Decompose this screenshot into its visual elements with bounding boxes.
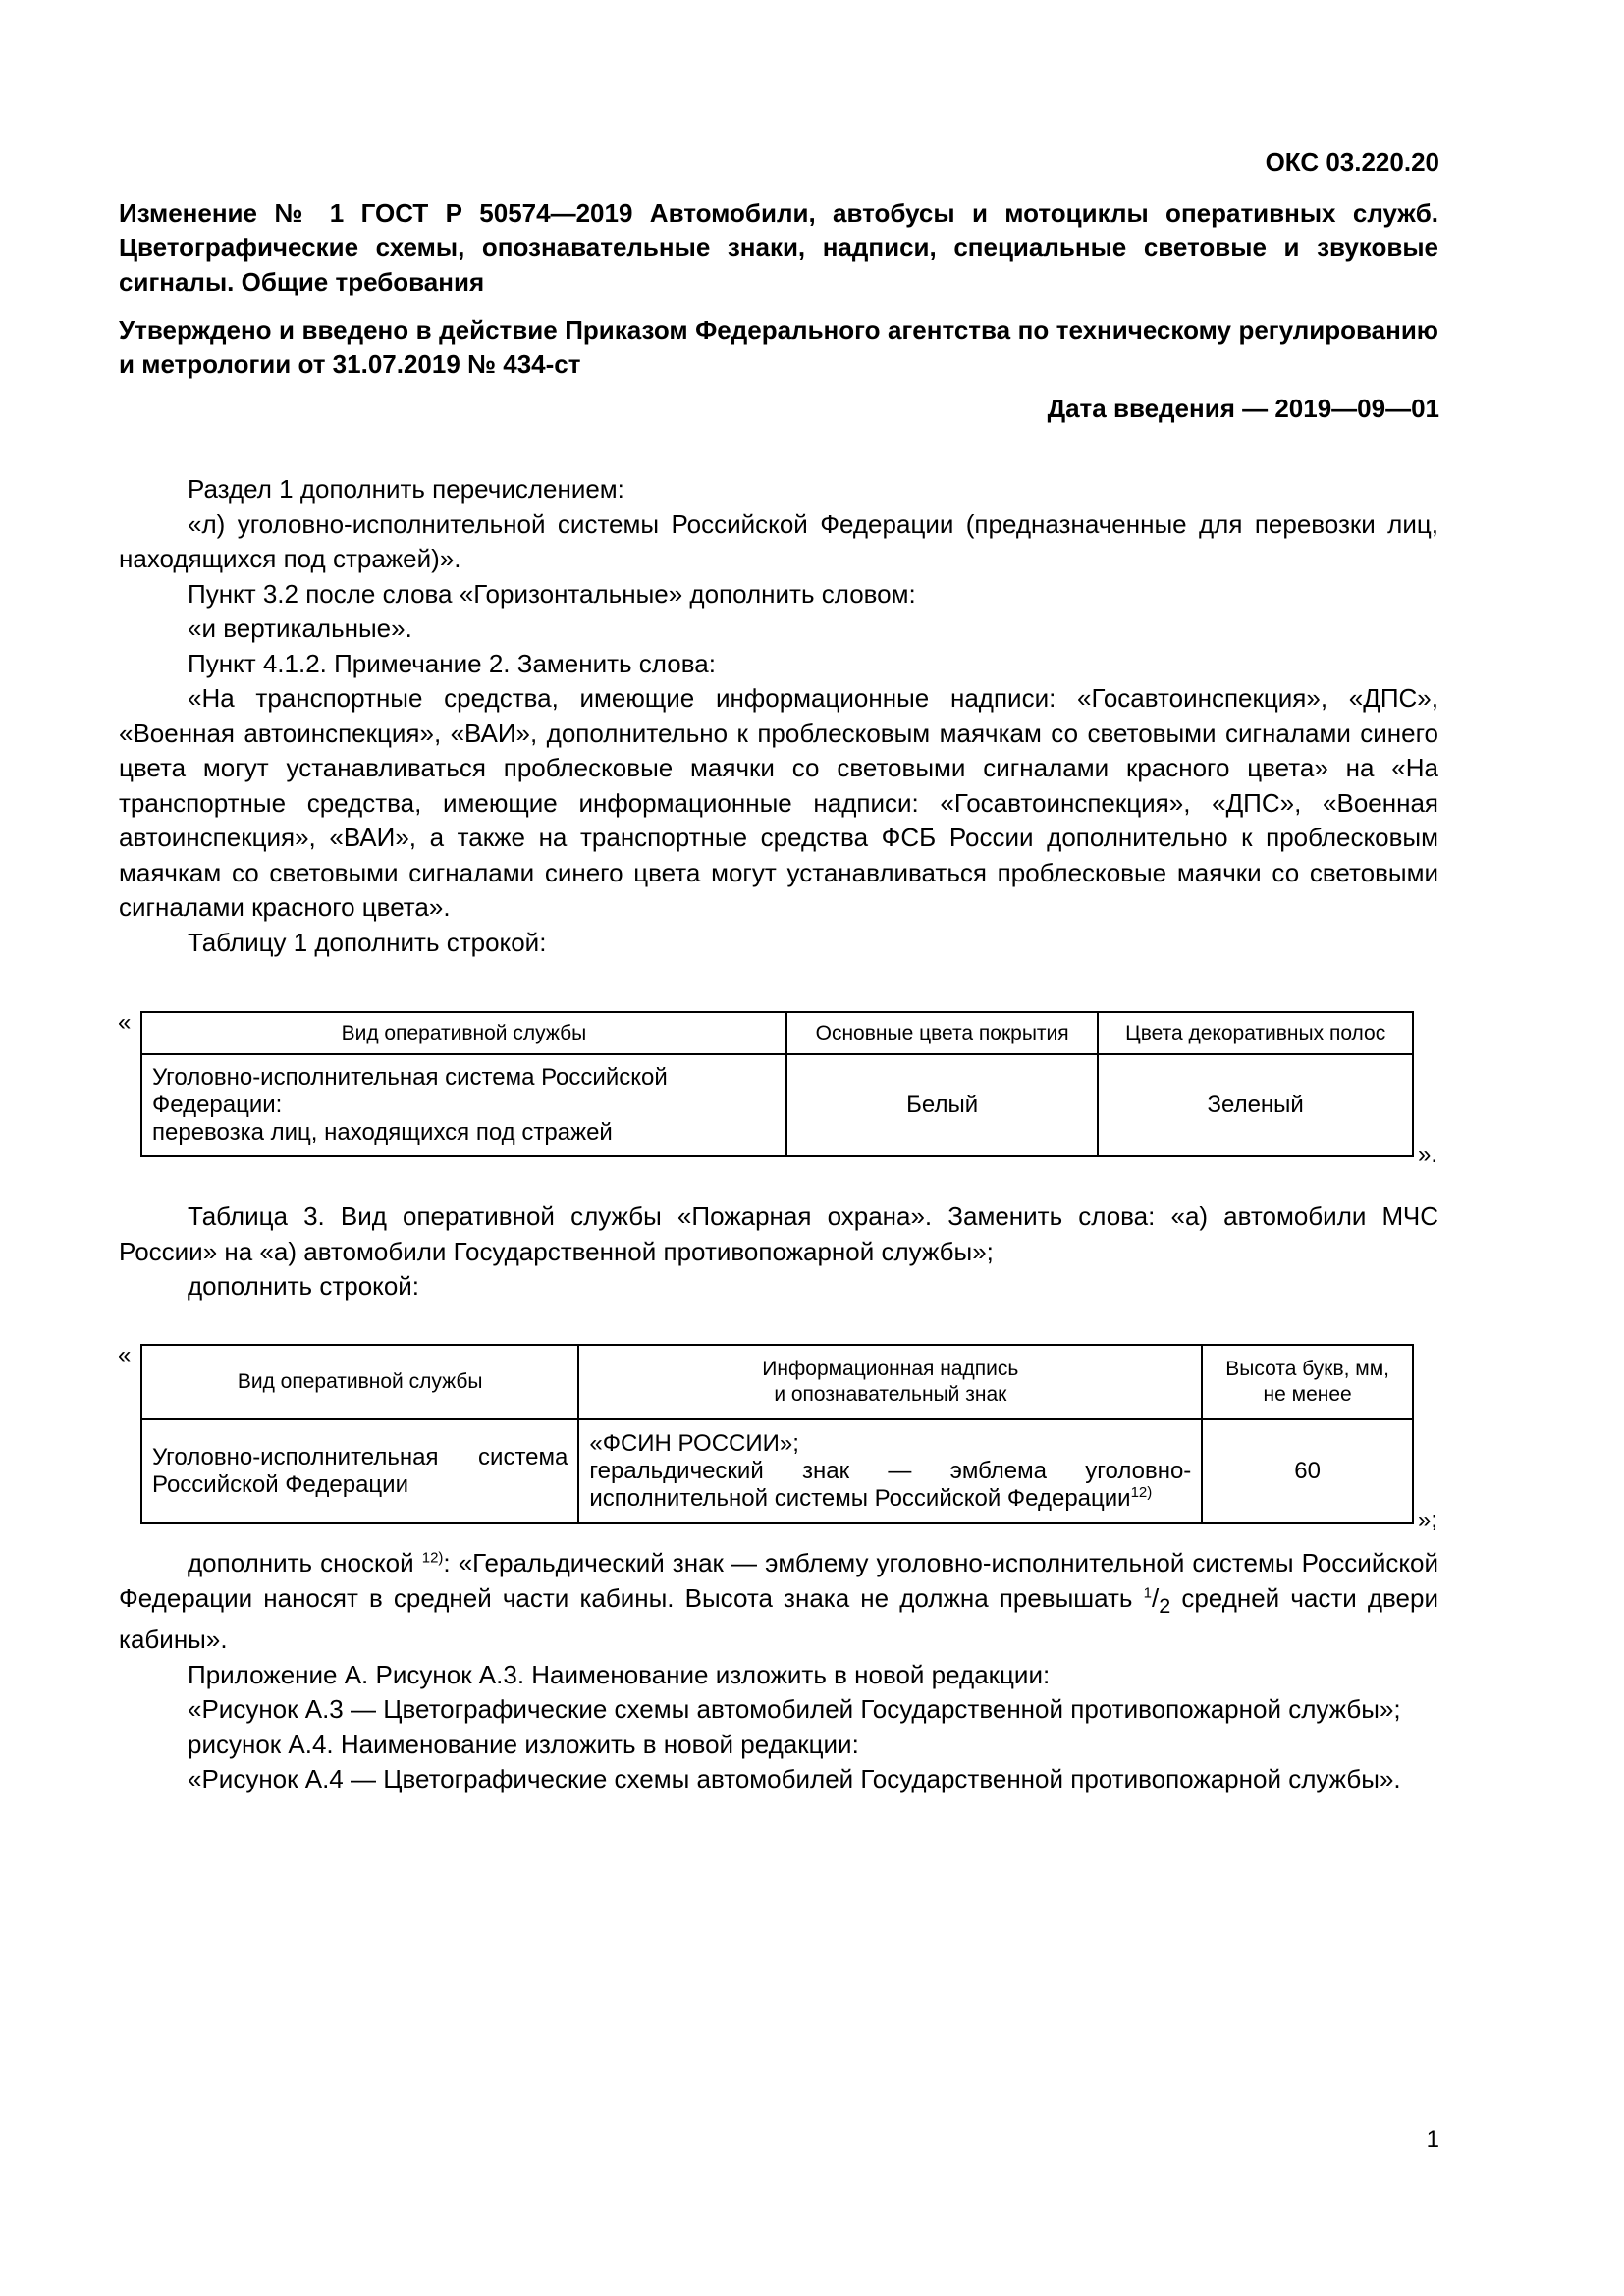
paragraph: «Рисунок А.3 — Цветографические схемы автомобилей Государственной противопожарной службы»;	[188, 1694, 1401, 1725]
table2-open-quote: «	[118, 1342, 132, 1368]
footnote-ref: 12)	[1130, 1484, 1153, 1501]
table1-close-quote: ».	[1418, 1142, 1438, 1168]
paragraph: «Рисунок А.4 — Цветографические схемы автомобилей Государственной противопожарной службы».	[188, 1764, 1401, 1794]
table-header-cell	[1202, 1345, 1413, 1419]
table-header-cell: Вид оперативной службы	[141, 1012, 786, 1054]
paragraph: Пункт 3.2 после слова «Горизонтальные» дополнить словом:	[188, 578, 916, 609]
table-row	[141, 1054, 1413, 1156]
table-header-cell: Цвета декоративных полос	[1098, 1012, 1413, 1054]
amendment-text-3	[119, 1546, 1438, 1797]
paragraph: дополнить строкой:	[188, 1271, 420, 1301]
table2-close-quote: »;	[1418, 1507, 1438, 1533]
table-header-row	[141, 1012, 1413, 1054]
cell-line: «ФСИН РОССИИ»;	[589, 1430, 799, 1457]
effective-date: Дата введения — 2019—09—01	[1047, 394, 1439, 423]
table-cell: 60	[1202, 1419, 1413, 1523]
fraction-slash: /	[1151, 1582, 1160, 1613]
paragraph: «л) уголовно-исполнительной системы Российской Федерации (предназначенные для перевозки лиц, находящихся под стражей)».	[119, 508, 1438, 573]
paragraph: Таблицу 1 дополнить строкой:	[188, 927, 547, 957]
document-title: Изменение № 1 ГОСТ Р 50574—2019 Автомобили, автобусы и мотоциклы оперативных служб. Цветографические схемы, опознавательные знаки, надписи, специальные световые и звуковые сигналы. Общие требования	[119, 198, 1438, 296]
header-line: не менее	[1263, 1383, 1352, 1406]
header-line: Высота букв, мм,	[1225, 1358, 1390, 1380]
paragraph: Раздел 1 дополнить перечислением:	[188, 474, 624, 504]
table-cell	[141, 1054, 786, 1156]
approval-statement: Утверждено и введено в действие Приказом Федерального агентства по техническому регулированию и метрологии от 31.07.2019 № 434-ст	[119, 315, 1438, 379]
text-span: средней части двери кабины».	[119, 1582, 1439, 1655]
footnote-ref: 12)	[421, 1549, 444, 1567]
okc-code: ОКС 03.220.20	[1265, 147, 1439, 177]
paragraph: Таблица 3. Вид оперативной службы «Пожарная охрана». Заменить слова: «а) автомобили МЧС России» на «а) автомобили Государственной противопожарной службы»;	[119, 1201, 1438, 1266]
cell-line: Уголовно-исполнительная система Российской Федерации:	[152, 1064, 668, 1118]
paragraph	[119, 1546, 1438, 1658]
fraction-numerator: 1	[1143, 1583, 1152, 1601]
amendment-text-1	[119, 472, 1438, 960]
header-line: и опознавательный знак	[774, 1383, 1007, 1406]
table-cell	[578, 1419, 1202, 1523]
header-line: Информационная надпись	[762, 1358, 1019, 1380]
table-cell: Белый	[786, 1054, 1099, 1156]
text-span: дополнить сноской	[188, 1548, 422, 1577]
amendment-text-2	[119, 1200, 1438, 1305]
table-header-cell: Основные цвета покрытия	[786, 1012, 1099, 1054]
table-cell: Уголовно-исполнительная система Российской Федерации	[141, 1419, 578, 1523]
paragraph: Пункт 4.1.2. Примечание 2. Заменить слова:	[188, 648, 716, 678]
paragraph: «На транспортные средства, имеющие информационные надписи: «Госавтоинспекция», «ДПС», «Военная автоинспекция», «ВАИ», дополнительно к проблесковым маячкам со световыми сигналами синего цвета могут устанавливаться проблесковые маячки со световыми сигналами красного цвета» на «На транспортные средства, имеющие информационные надписи: «Госавтоинспекция», «ДПС», «Военная автоинспекция», «ВАИ», а также на транспортные средства ФСБ России дополнительно к проблесковым маячкам со световыми сигналами синего цвета могут устанавливаться проблесковые маячки со световыми сигналами красного цвета».	[119, 683, 1438, 922]
table-1-row	[140, 1011, 1414, 1157]
table-header-cell	[578, 1345, 1202, 1419]
text-span: : «Геральдический знак — эмблему уголовно-исполнительной системы Российской Федерации наносят в средней части кабины. Высота знака не должна превышать	[119, 1548, 1439, 1613]
table-header-row	[141, 1345, 1413, 1419]
paragraph: рисунок А.4. Наименование изложить в новой редакции:	[188, 1729, 859, 1759]
table-3-row	[140, 1344, 1414, 1524]
table-header-cell: Вид оперативной службы	[141, 1345, 578, 1419]
paragraph: «и вертикальные».	[188, 614, 412, 643]
table1-open-quote: «	[118, 1009, 132, 1036]
cell-line	[589, 1458, 1191, 1513]
page-number: 1	[1426, 2126, 1439, 2153]
paragraph: Приложение А. Рисунок А.3. Наименование изложить в новой редакции:	[188, 1659, 1051, 1689]
table-row	[141, 1419, 1413, 1523]
cell-text: геральдический знак — эмблема уголовно-исполнительной системы Российской Федерации	[589, 1458, 1192, 1512]
cell-line: перевозка лиц, находящихся под стражей	[152, 1119, 613, 1146]
table-cell: Зеленый	[1098, 1054, 1413, 1156]
fraction-denominator: 2	[1159, 1592, 1171, 1618]
